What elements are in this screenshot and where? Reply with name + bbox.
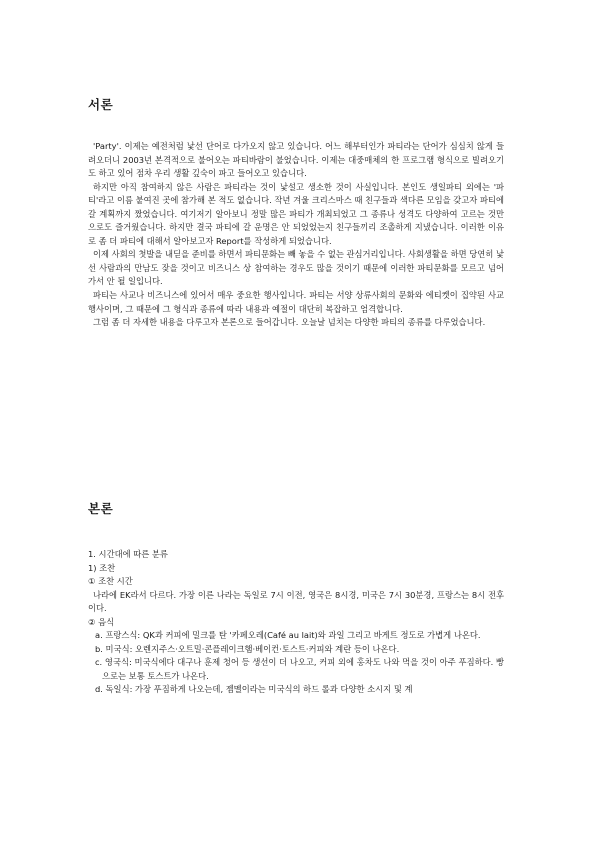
intro-paragraph-3: 이제 사회의 첫발을 내딛을 준비를 하면서 파티문화는 빼 놓을 수 없는 관심거리입니다. 사회생활을 하면 당연히 낯선 사람과의 만남도 잦을 것이고 비즈니스 상 참여하는 경우도 많을 것이기 때문에 이러한 파티문화를 모르고 넘어가서 안 될 일입니다. <box>88 249 504 287</box>
list-item-american: b. 미국식: 오렌지주스·오트밀·콘플레이크햄·베이컨·토스트·커피와 계란 등이 나온다. <box>95 643 400 654</box>
body-section <box>88 548 504 697</box>
list-item-english: c. 영국식: 미국식에다 대구나 훈제 청어 등 생선이 더 나오고, 커피 외에 홍차도 나와 먹을 것이 아주 푸짐하다. 빵으로는 보통 토스트가 나온다. <box>95 657 504 681</box>
intro-paragraph-5: 그럼 좀 더 자세한 내용을 다루고자 본론으로 들어갑니다. 오늘날 넘치는 다양한 파티의 종류를 다루었습니다. <box>93 317 486 328</box>
intro-paragraph-2: 하지만 아직 참여하지 않은 사람은 파티라는 것이 낯설고 생소한 것이 사실입니다. 본인도 생일파티 외에는 '파티'라고 이름 붙여진 곳에 참가해 본 적도 없습니다. 작년 겨울 크리스마스 때 친구들과 색다른 모임을 갖고자 파티에 갈 계획까지 짰었습니다. 여기저기 알아보니 정말 많은 파티가 개최되었고 그 종류나 성격도 다양하여 고르는 것만으로도 즐거웠습니다. 하지만 결국 파티에 갈 운명은 안 되었었는지 친구들끼리 조촐하게 지냈습니다. 이러한 이유로 좀 더 파티에 대해서 알아보고자 Report를 작성하게 되었습니다. <box>88 181 504 246</box>
point-text-time: 나라에 EK라서 다르다. 가장 이른 나라는 독일로 7시 이전, 영국은 8시경, 미국은 7시 30분경, 프랑스는 8시 전후이다. <box>88 589 504 614</box>
intro-paragraph-1: 'Party'. 이제는 예전처럼 낯선 단어로 다가오지 않고 있습니다. 어느 해부터인가 파티라는 단어가 심심치 않게 들려오더니 2003년 본격적으로 불어오는 파티바람이 불었습니다. 이제는 대중매체의 한 프로그램 형식으로 빌려오기도 하고 있어 점차 우리 생활 깊숙이 파고 들어오고 있습니다. <box>88 141 504 179</box>
intro-paragraph-4: 파티는 사교나 비즈니스에 있어서 매우 중요한 행사입니다. 파티는 서양 상류사회의 문화와 에티켓이 집약된 사교행사이며, 그 때문에 그 형식과 종류에 따라 내용과 예절이 대단히 복잡하고 엄격합니다. <box>88 290 504 314</box>
list-item-german: d. 독일식: 가장 푸짐하게 나오는데, 젬멜이라는 미국식의 하드 롤과 다양한 소시지 및 계 <box>95 684 413 695</box>
body-heading: 본론 <box>88 501 114 516</box>
point-title-food: ② 음식 <box>88 616 115 627</box>
intro-section <box>88 140 504 330</box>
point-title-time: ① 조찬 시간 <box>88 576 133 586</box>
subsection-title: 1) 조찬 <box>88 562 116 573</box>
section-title: 1. 시간대에 따른 분류 <box>88 549 168 559</box>
intro-heading: 서론 <box>88 97 114 112</box>
list-item-french: a. 프랑스식: QK과 커피에 밀크를 탄 '카페오레(Café au lait)와 과일 그리고 바게트 정도로 가볍게 나온다. <box>95 630 481 641</box>
